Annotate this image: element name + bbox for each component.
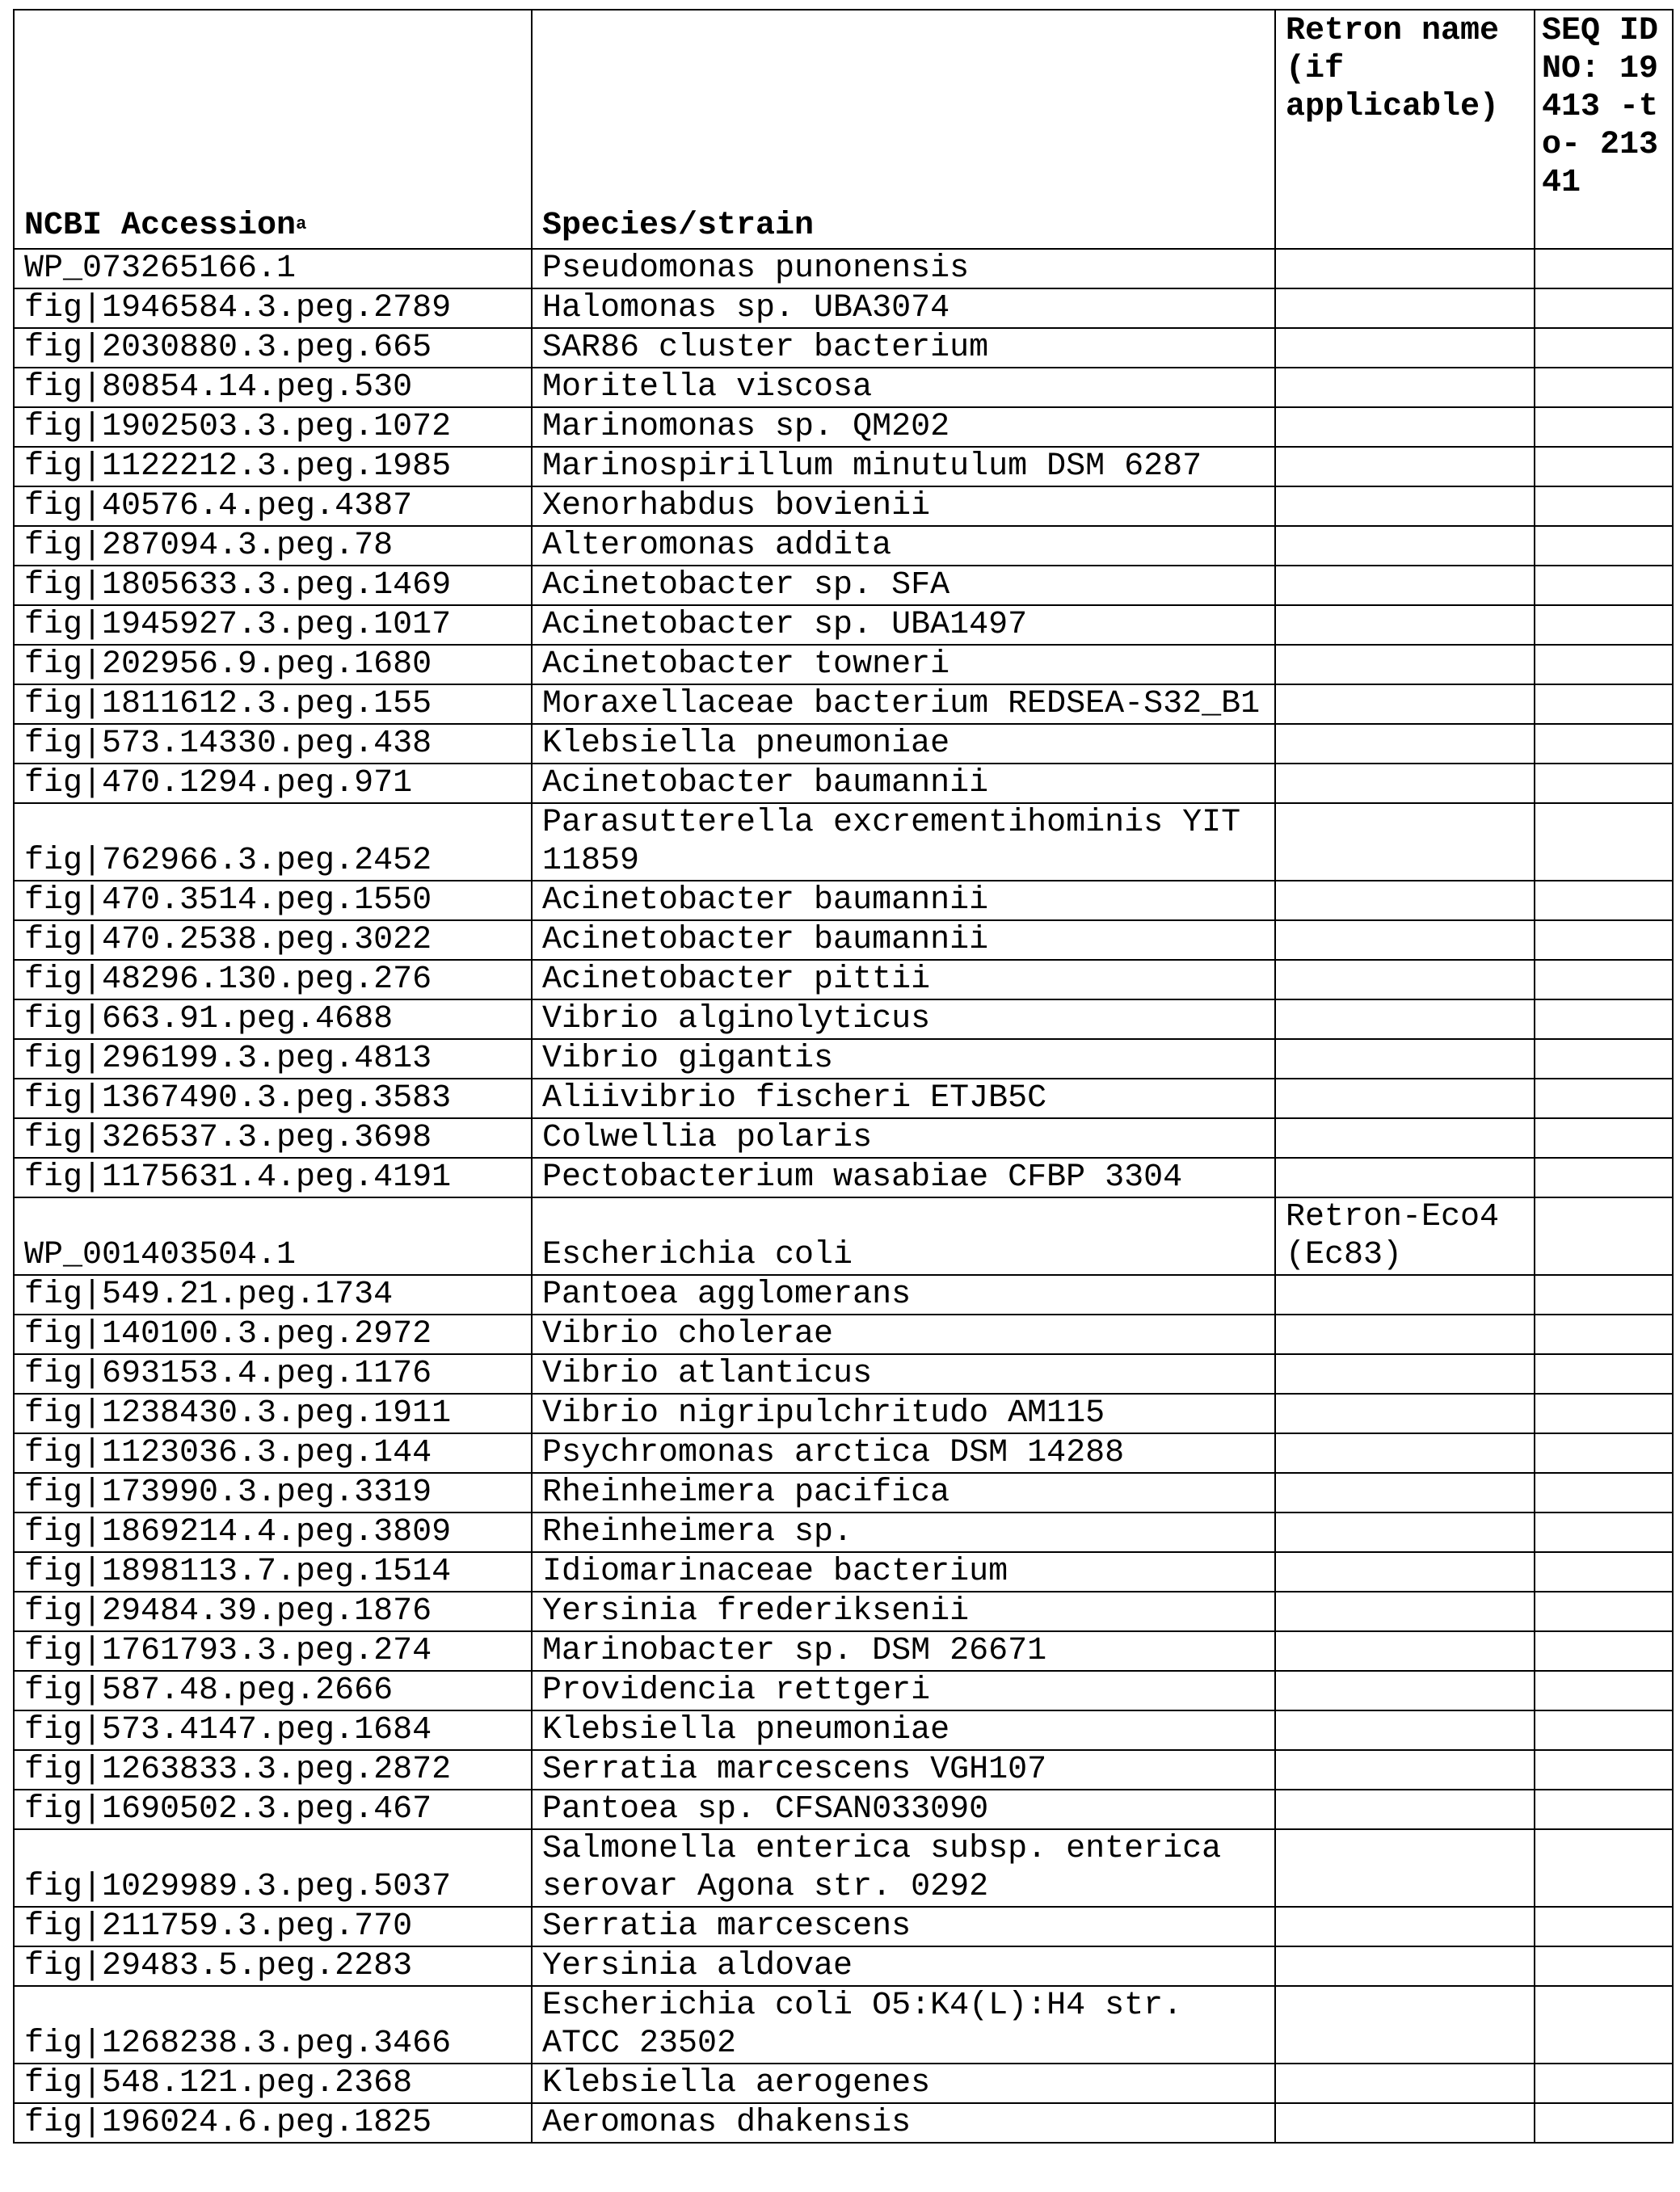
retron-name-cell bbox=[1275, 1710, 1535, 1750]
seq-id-cell bbox=[1535, 1039, 1673, 1079]
accession-cell: fig|573.4147.peg.1684 bbox=[14, 1710, 532, 1750]
retron-name-cell bbox=[1275, 1473, 1535, 1513]
seq-id-cell bbox=[1535, 1473, 1673, 1513]
species-cell: Marinobacter sp. DSM 26671 bbox=[532, 1631, 1275, 1671]
seq-id-cell bbox=[1535, 645, 1673, 684]
species-cell: Pantoea sp. CFSAN033090 bbox=[532, 1790, 1275, 1829]
accession-cell: fig|202956.9.peg.1680 bbox=[14, 645, 532, 684]
seq-id-cell bbox=[1535, 1710, 1673, 1750]
species-cell: Vibrio gigantis bbox=[532, 1039, 1275, 1079]
accession-cell: fig|693153.4.peg.1176 bbox=[14, 1354, 532, 1394]
seq-id-cell bbox=[1535, 1986, 1673, 2064]
footnote-marker: a bbox=[296, 214, 306, 234]
retron-name-cell bbox=[1275, 1750, 1535, 1790]
accession-cell: fig|140100.3.peg.2972 bbox=[14, 1315, 532, 1354]
species-cell: Acinetobacter baumannii bbox=[532, 764, 1275, 803]
seq-id-cell bbox=[1535, 368, 1673, 407]
accession-cell: fig|1690502.3.peg.467 bbox=[14, 1790, 532, 1829]
species-cell: Klebsiella pneumoniae bbox=[532, 1710, 1275, 1750]
seq-id-cell bbox=[1535, 1592, 1673, 1631]
species-cell: Yersinia aldovae bbox=[532, 1946, 1275, 1986]
table-row bbox=[14, 1829, 1673, 1907]
accession-cell: fig|1805633.3.peg.1469 bbox=[14, 566, 532, 605]
table-row bbox=[14, 1631, 1673, 1671]
header-species-strain: Species/strain bbox=[532, 10, 1275, 249]
retron-name-cell bbox=[1275, 526, 1535, 566]
seq-id-cell bbox=[1535, 1907, 1673, 1946]
table-row bbox=[14, 1473, 1673, 1513]
species-cell: Aliivibrio fischeri ETJB5C bbox=[532, 1079, 1275, 1118]
seq-id-cell bbox=[1535, 1790, 1673, 1829]
table-row bbox=[14, 526, 1673, 566]
table-row bbox=[14, 328, 1673, 368]
table-row bbox=[14, 566, 1673, 605]
seq-id-cell bbox=[1535, 1433, 1673, 1473]
retron-name-cell bbox=[1275, 2064, 1535, 2103]
seq-id-cell bbox=[1535, 407, 1673, 447]
accession-cell: fig|1263833.3.peg.2872 bbox=[14, 1750, 532, 1790]
species-cell: Serratia marcescens bbox=[532, 1907, 1275, 1946]
retron-name-cell bbox=[1275, 764, 1535, 803]
table-row bbox=[14, 368, 1673, 407]
retron-name-cell bbox=[1275, 1315, 1535, 1354]
table-row bbox=[14, 1354, 1673, 1394]
retron-name-cell bbox=[1275, 881, 1535, 920]
retron-name-cell bbox=[1275, 1118, 1535, 1158]
retron-name-cell bbox=[1275, 566, 1535, 605]
seq-id-cell bbox=[1535, 960, 1673, 999]
accession-cell: fig|1898113.7.peg.1514 bbox=[14, 1552, 532, 1592]
seq-id-cell bbox=[1535, 605, 1673, 645]
accession-cell: fig|173990.3.peg.3319 bbox=[14, 1473, 532, 1513]
table-row bbox=[14, 920, 1673, 960]
accession-cell: fig|1029989.3.peg.5037 bbox=[14, 1829, 532, 1907]
header-ncbi-accession bbox=[14, 10, 532, 249]
retron-name-cell bbox=[1275, 1158, 1535, 1197]
retron-name-cell bbox=[1275, 288, 1535, 328]
accession-cell: fig|1123036.3.peg.144 bbox=[14, 1433, 532, 1473]
accession-cell: fig|470.3514.peg.1550 bbox=[14, 881, 532, 920]
seq-id-cell bbox=[1535, 920, 1673, 960]
table-row bbox=[14, 803, 1673, 881]
species-cell: Vibrio nigripulchritudo AM115 bbox=[532, 1394, 1275, 1433]
accession-cell: fig|1367490.3.peg.3583 bbox=[14, 1079, 532, 1118]
species-cell: Vibrio alginolyticus bbox=[532, 999, 1275, 1039]
table-row bbox=[14, 1275, 1673, 1315]
accession-cell: fig|326537.3.peg.3698 bbox=[14, 1118, 532, 1158]
accession-cell: fig|2030880.3.peg.665 bbox=[14, 328, 532, 368]
species-cell: Acinetobacter sp. SFA bbox=[532, 566, 1275, 605]
seq-id-cell bbox=[1535, 1197, 1673, 1275]
retron-name-cell bbox=[1275, 1354, 1535, 1394]
species-cell: Psychromonas arctica DSM 14288 bbox=[532, 1433, 1275, 1473]
species-cell: Serratia marcescens VGH107 bbox=[532, 1750, 1275, 1790]
seq-id-cell bbox=[1535, 2064, 1673, 2103]
accession-cell: fig|296199.3.peg.4813 bbox=[14, 1039, 532, 1079]
table-row bbox=[14, 1671, 1673, 1710]
retron-name-cell bbox=[1275, 1671, 1535, 1710]
retron-name-cell bbox=[1275, 1790, 1535, 1829]
table-row bbox=[14, 407, 1673, 447]
species-cell: Escherichia coli O5:K4(L):H4 str. ATCC 23502 bbox=[532, 1986, 1275, 2064]
accession-cell: fig|1946584.3.peg.2789 bbox=[14, 288, 532, 328]
accession-cell: fig|549.21.peg.1734 bbox=[14, 1275, 532, 1315]
seq-id-cell bbox=[1535, 1354, 1673, 1394]
accession-cell: fig|470.2538.peg.3022 bbox=[14, 920, 532, 960]
table-row bbox=[14, 645, 1673, 684]
retron-name-cell bbox=[1275, 1552, 1535, 1592]
accession-cell: fig|196024.6.peg.1825 bbox=[14, 2103, 532, 2143]
retron-name-cell bbox=[1275, 1039, 1535, 1079]
accession-cell: fig|1268238.3.peg.3466 bbox=[14, 1986, 532, 2064]
retron-name-cell bbox=[1275, 724, 1535, 764]
accession-cell: fig|1238430.3.peg.1911 bbox=[14, 1394, 532, 1433]
table-row bbox=[14, 1946, 1673, 1986]
table-row bbox=[14, 1750, 1673, 1790]
species-cell: Acinetobacter baumannii bbox=[532, 920, 1275, 960]
seq-id-cell bbox=[1535, 249, 1673, 288]
species-cell: Colwellia polaris bbox=[532, 1118, 1275, 1158]
species-cell: Pseudomonas punonensis bbox=[532, 249, 1275, 288]
seq-id-cell bbox=[1535, 1079, 1673, 1118]
accession-cell: fig|1811612.3.peg.155 bbox=[14, 684, 532, 724]
species-cell: Parasutterella excrementihominis YIT 11859 bbox=[532, 803, 1275, 881]
retron-name-cell: Retron-Eco4 (Ec83) bbox=[1275, 1197, 1535, 1275]
seq-id-cell bbox=[1535, 526, 1673, 566]
retron-name-cell bbox=[1275, 407, 1535, 447]
table-row bbox=[14, 2103, 1673, 2143]
retron-name-cell bbox=[1275, 249, 1535, 288]
accession-cell: fig|29483.5.peg.2283 bbox=[14, 1946, 532, 1986]
seq-id-cell bbox=[1535, 1829, 1673, 1907]
accession-cell: fig|40576.4.peg.4387 bbox=[14, 486, 532, 526]
seq-id-cell bbox=[1535, 724, 1673, 764]
species-cell: Acinetobacter towneri bbox=[532, 645, 1275, 684]
retron-name-cell bbox=[1275, 920, 1535, 960]
retron-table bbox=[13, 9, 1674, 2144]
accession-cell: fig|48296.130.peg.276 bbox=[14, 960, 532, 999]
table-row bbox=[14, 1079, 1673, 1118]
accession-cell: fig|1122212.3.peg.1985 bbox=[14, 447, 532, 486]
accession-cell: fig|1902503.3.peg.1072 bbox=[14, 407, 532, 447]
table-row bbox=[14, 1039, 1673, 1079]
retron-name-cell bbox=[1275, 1433, 1535, 1473]
accession-cell: fig|1869214.4.peg.3809 bbox=[14, 1513, 532, 1552]
table-row bbox=[14, 1197, 1673, 1275]
table-header-row bbox=[14, 10, 1673, 249]
species-cell: Marinospirillum minutulum DSM 6287 bbox=[532, 447, 1275, 486]
species-cell: Marinomonas sp. QM202 bbox=[532, 407, 1275, 447]
accession-cell: fig|1175631.4.peg.4191 bbox=[14, 1158, 532, 1197]
header-accession-label: NCBI Accession bbox=[24, 208, 296, 244]
seq-id-cell bbox=[1535, 566, 1673, 605]
retron-name-cell bbox=[1275, 1907, 1535, 1946]
accession-cell: fig|80854.14.peg.530 bbox=[14, 368, 532, 407]
table-row bbox=[14, 684, 1673, 724]
table-row bbox=[14, 1790, 1673, 1829]
retron-name-cell bbox=[1275, 1513, 1535, 1552]
retron-name-cell bbox=[1275, 2103, 1535, 2143]
table-row bbox=[14, 1118, 1673, 1158]
species-cell: Vibrio atlanticus bbox=[532, 1354, 1275, 1394]
retron-name-cell bbox=[1275, 960, 1535, 999]
species-cell: Escherichia coli bbox=[532, 1197, 1275, 1275]
seq-id-cell bbox=[1535, 1275, 1673, 1315]
table-row bbox=[14, 486, 1673, 526]
species-cell: Idiomarinaceae bacterium bbox=[532, 1552, 1275, 1592]
retron-name-cell bbox=[1275, 605, 1535, 645]
seq-id-cell bbox=[1535, 288, 1673, 328]
seq-id-cell bbox=[1535, 1946, 1673, 1986]
species-cell: SAR86 cluster bacterium bbox=[532, 328, 1275, 368]
species-cell: Rheinheimera pacifica bbox=[532, 1473, 1275, 1513]
retron-name-cell bbox=[1275, 1592, 1535, 1631]
table-row bbox=[14, 1710, 1673, 1750]
table-row bbox=[14, 1907, 1673, 1946]
seq-id-cell bbox=[1535, 2103, 1673, 2143]
seq-id-cell bbox=[1535, 1394, 1673, 1433]
retron-name-cell bbox=[1275, 803, 1535, 881]
seq-id-cell bbox=[1535, 1118, 1673, 1158]
table-row bbox=[14, 2064, 1673, 2103]
accession-cell: fig|587.48.peg.2666 bbox=[14, 1671, 532, 1710]
retron-name-cell bbox=[1275, 1631, 1535, 1671]
species-cell: Salmonella enterica subsp. enterica serovar Agona str. 0292 bbox=[532, 1829, 1275, 1907]
table-row bbox=[14, 764, 1673, 803]
species-cell: Vibrio cholerae bbox=[532, 1315, 1275, 1354]
seq-id-cell bbox=[1535, 486, 1673, 526]
seq-id-cell bbox=[1535, 447, 1673, 486]
accession-cell: fig|287094.3.peg.78 bbox=[14, 526, 532, 566]
seq-id-cell bbox=[1535, 1750, 1673, 1790]
retron-name-cell bbox=[1275, 1946, 1535, 1986]
accession-cell: WP_073265166.1 bbox=[14, 249, 532, 288]
table-row bbox=[14, 1394, 1673, 1433]
accession-cell: fig|548.121.peg.2368 bbox=[14, 2064, 532, 2103]
header-seq-id: SEQ ID NO: 19413 -to- 21341 bbox=[1535, 10, 1673, 249]
header-retron-name: Retron name (if applicable) bbox=[1275, 10, 1535, 249]
species-cell: Klebsiella aerogenes bbox=[532, 2064, 1275, 2103]
species-cell: Halomonas sp. UBA3074 bbox=[532, 288, 1275, 328]
table-row bbox=[14, 1315, 1673, 1354]
accession-cell: fig|663.91.peg.4688 bbox=[14, 999, 532, 1039]
retron-name-cell bbox=[1275, 1829, 1535, 1907]
seq-id-cell bbox=[1535, 684, 1673, 724]
seq-id-cell bbox=[1535, 1671, 1673, 1710]
retron-name-cell bbox=[1275, 645, 1535, 684]
species-cell: Acinetobacter pittii bbox=[532, 960, 1275, 999]
table-row bbox=[14, 881, 1673, 920]
accession-cell: fig|762966.3.peg.2452 bbox=[14, 803, 532, 881]
seq-id-cell bbox=[1535, 1552, 1673, 1592]
seq-id-cell bbox=[1535, 1158, 1673, 1197]
retron-name-cell bbox=[1275, 447, 1535, 486]
table-row bbox=[14, 1433, 1673, 1473]
seq-id-cell bbox=[1535, 999, 1673, 1039]
species-cell: Moraxellaceae bacterium REDSEA-S32_B1 bbox=[532, 684, 1275, 724]
retron-name-cell bbox=[1275, 1986, 1535, 2064]
seq-id-cell bbox=[1535, 1315, 1673, 1354]
retron-name-cell bbox=[1275, 1275, 1535, 1315]
retron-name-cell bbox=[1275, 999, 1535, 1039]
table-row bbox=[14, 1592, 1673, 1631]
table-row bbox=[14, 447, 1673, 486]
table-row bbox=[14, 724, 1673, 764]
retron-name-cell bbox=[1275, 328, 1535, 368]
retron-name-cell bbox=[1275, 684, 1535, 724]
seq-id-cell bbox=[1535, 764, 1673, 803]
accession-cell: fig|1945927.3.peg.1017 bbox=[14, 605, 532, 645]
seq-id-cell bbox=[1535, 1631, 1673, 1671]
table-row bbox=[14, 1986, 1673, 2064]
species-cell: Acinetobacter baumannii bbox=[532, 881, 1275, 920]
species-cell: Yersinia frederiksenii bbox=[532, 1592, 1275, 1631]
species-cell: Rheinheimera sp. bbox=[532, 1513, 1275, 1552]
species-cell: Pantoea agglomerans bbox=[532, 1275, 1275, 1315]
species-cell: Aeromonas dhakensis bbox=[532, 2103, 1275, 2143]
species-cell: Acinetobacter sp. UBA1497 bbox=[532, 605, 1275, 645]
retron-name-cell bbox=[1275, 1079, 1535, 1118]
table-row bbox=[14, 1513, 1673, 1552]
accession-cell: WP_001403504.1 bbox=[14, 1197, 532, 1275]
seq-id-cell bbox=[1535, 328, 1673, 368]
seq-id-cell bbox=[1535, 1513, 1673, 1552]
accession-cell: fig|470.1294.peg.971 bbox=[14, 764, 532, 803]
species-cell: Moritella viscosa bbox=[532, 368, 1275, 407]
table-row bbox=[14, 999, 1673, 1039]
accession-cell: fig|1761793.3.peg.274 bbox=[14, 1631, 532, 1671]
table-row bbox=[14, 249, 1673, 288]
species-cell: Pectobacterium wasabiae CFBP 3304 bbox=[532, 1158, 1275, 1197]
species-cell: Alteromonas addita bbox=[532, 526, 1275, 566]
table-row bbox=[14, 960, 1673, 999]
table-row bbox=[14, 288, 1673, 328]
retron-name-cell bbox=[1275, 486, 1535, 526]
species-cell: Providencia rettgeri bbox=[532, 1671, 1275, 1710]
retron-name-cell bbox=[1275, 368, 1535, 407]
species-cell: Klebsiella pneumoniae bbox=[532, 724, 1275, 764]
accession-cell: fig|211759.3.peg.770 bbox=[14, 1907, 532, 1946]
seq-id-cell bbox=[1535, 881, 1673, 920]
table-row bbox=[14, 1552, 1673, 1592]
retron-name-cell bbox=[1275, 1394, 1535, 1433]
species-cell: Xenorhabdus bovienii bbox=[532, 486, 1275, 526]
accession-cell: fig|573.14330.peg.438 bbox=[14, 724, 532, 764]
seq-id-cell bbox=[1535, 803, 1673, 881]
table-row bbox=[14, 1158, 1673, 1197]
table-row bbox=[14, 605, 1673, 645]
accession-cell: fig|29484.39.peg.1876 bbox=[14, 1592, 532, 1631]
